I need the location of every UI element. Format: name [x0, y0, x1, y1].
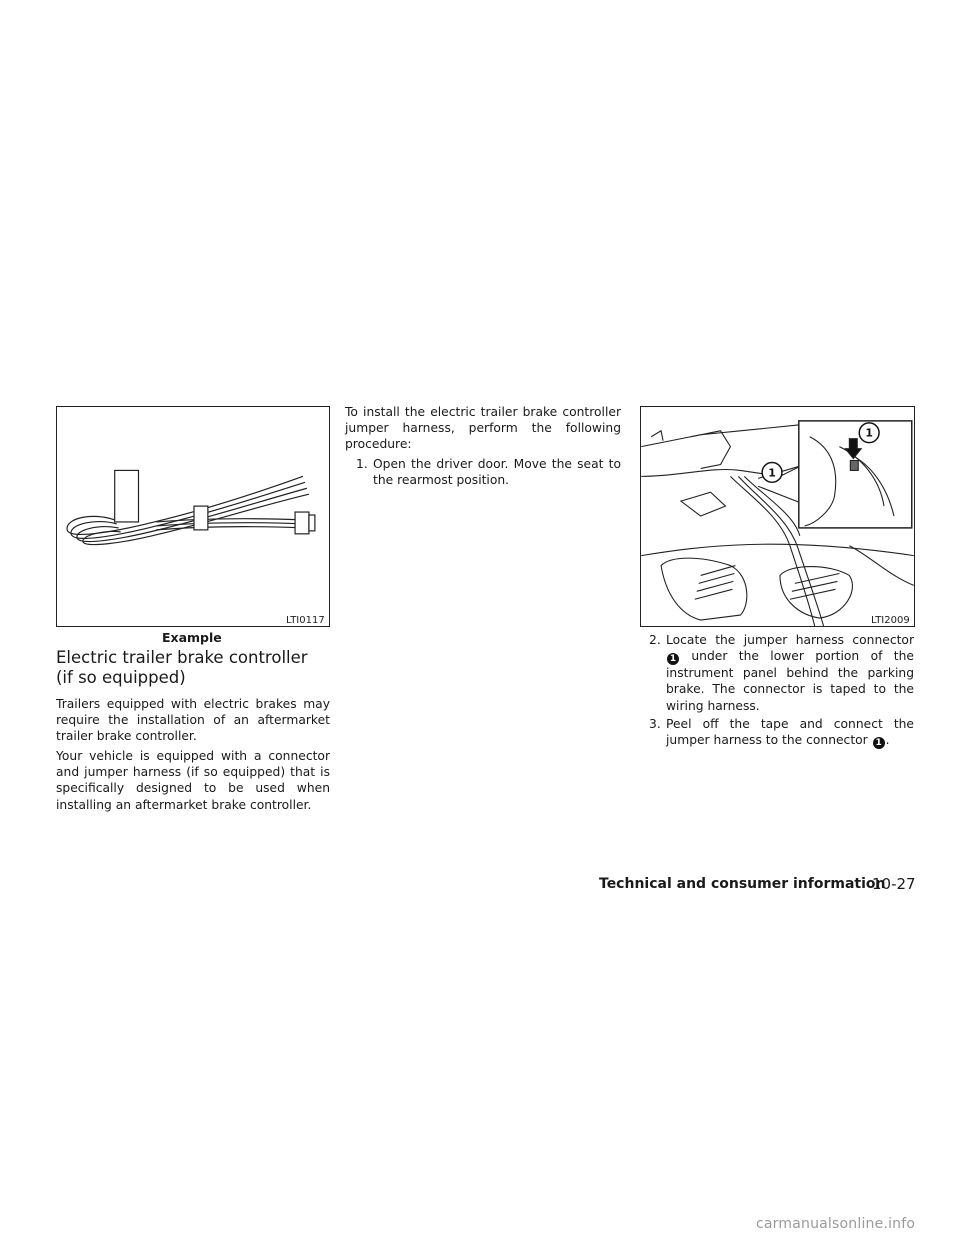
step-text-b: .: [885, 733, 890, 748]
step-number: 2.: [649, 633, 661, 647]
step-text-a: Peel off the tape and connect the jumper harness to the connector: [666, 717, 914, 748]
paragraph-trailers: Trailers equipped with electric brakes may require the installation of an aftermarket trailer brake controller.: [56, 697, 330, 744]
callout-label: 1: [768, 466, 776, 480]
watermark: carmanualsonline.info: [756, 1216, 916, 1232]
connector-location-figure: [640, 406, 915, 627]
step-text: [666, 632, 914, 714]
heading-line-2: (if so equipped): [56, 668, 186, 687]
step-3: [649, 716, 914, 749]
step-number: 3.: [649, 717, 661, 731]
callout-label: 1: [865, 426, 873, 440]
page-number: 10-27: [872, 875, 916, 893]
step-text-b: under the lower portion of the instrument panel behind the parking brake. The connector is taped to the wiring harness.: [666, 649, 914, 713]
figure-code: LTI2009: [871, 615, 910, 626]
paragraph-connector: Your vehicle is equipped with a connector and jumper harness (if so equipped) that is specifically designed to be used when installing an aftermarket brake controller.: [56, 749, 330, 812]
step-1: [356, 456, 621, 488]
figure-code: LTI0117: [286, 615, 325, 626]
callout-1-icon: 1: [873, 737, 885, 749]
step-text: [666, 716, 914, 749]
callout-1-main: [762, 462, 782, 482]
step-2: [649, 632, 914, 714]
harness-figure: [56, 406, 330, 627]
figure-caption: Example: [162, 630, 222, 645]
step-number: 1.: [356, 457, 368, 471]
heading-line-1: Electric trailer brake controller: [56, 648, 308, 667]
instrument-panel-illustration: [641, 407, 914, 626]
section-heading: [56, 648, 336, 688]
step-text: Open the driver door. Move the seat to the rearmost position.: [373, 457, 621, 488]
callout-1-inset: [859, 423, 879, 443]
jumper-harness-illustration: [57, 407, 329, 626]
callout-1-icon: 1: [667, 653, 679, 665]
paragraph-install-intro: To install the electric trailer brake controller jumper harness, perform the following procedure:: [345, 405, 621, 452]
step-text-a: Locate the jumper harness connector: [666, 633, 914, 647]
footer-section-title: Technical and consumer information: [599, 876, 886, 892]
